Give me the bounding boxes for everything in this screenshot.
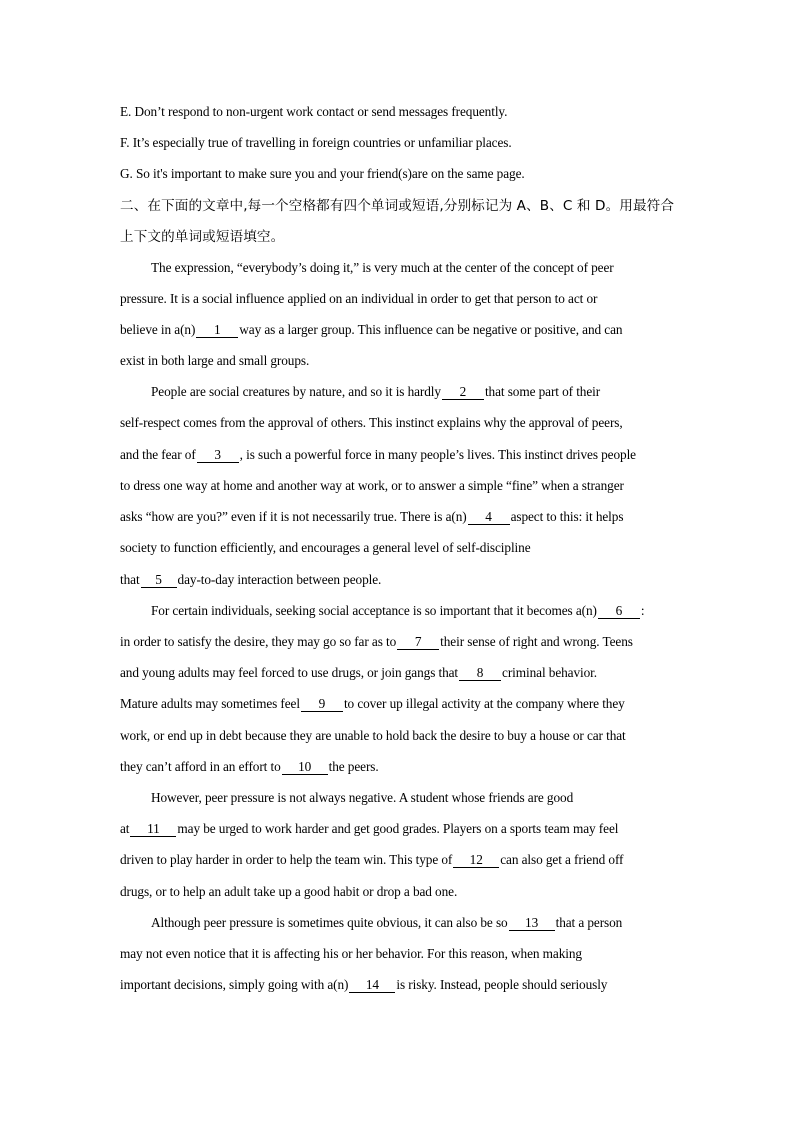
passage-line: exist in both large and small groups. [120, 353, 310, 368]
passage-line: may not even notice that it is affecting his or her behavior. For this reason, when making [120, 946, 582, 961]
blank-10[interactable]: 10 [282, 759, 328, 775]
passage-line: driven to play harder in order to help the team win. This type of 12 can also get a friend off [120, 852, 624, 867]
passage-line: important decisions, simply going with a(n) 14 is risky. Instead, people should seriously [120, 977, 608, 992]
section-heading-line2: 上下文的单词或短语填空。 [120, 229, 285, 245]
blank-12[interactable]: 12 [453, 852, 499, 868]
passage-line: that 5 day-to-day interaction between people. [120, 572, 382, 587]
blank-3[interactable]: 3 [197, 447, 239, 463]
passage-line: at 11 may be urged to work harder and get good grades. Players on a sports team may feel [120, 821, 619, 836]
passage-line: and the fear of 3 , is such a powerful force in many people’s lives. This instinct drives people [120, 447, 636, 462]
blank-4[interactable]: 4 [468, 509, 510, 525]
blank-5[interactable]: 5 [141, 572, 177, 588]
passage-line: and young adults may feel forced to use drugs, or join gangs that 8 criminal behavior. [120, 665, 597, 680]
passage-line: pressure. It is a social influence applied on an individual in order to get that person to act or [120, 291, 598, 306]
blank-14[interactable]: 14 [349, 977, 395, 993]
passage-line: believe in a(n) 1 way as a larger group. This influence can be negative or positive, and can [120, 322, 623, 337]
passage-line: they can’t afford in an effort to 10 the peers. [120, 759, 379, 774]
passage-line: For certain individuals, seeking social acceptance is so important that it becomes a(n) 6 : [151, 603, 645, 618]
option-text: It’s especially true of travelling in foreign countries or unfamiliar places. [132, 135, 512, 150]
option-text: Don’t respond to non-urgent work contact or send messages frequently. [134, 104, 508, 119]
section-heading-line1: 二、在下面的文章中,每一个空格都有四个单词或短语,分别标记为 A、B、C 和 D。用最符合 [120, 198, 675, 214]
passage-line: Mature adults may sometimes feel 9 to cover up illegal activity at the company where they [120, 696, 625, 711]
option-letter: G. [120, 166, 133, 181]
option-e [120, 103, 507, 121]
passage-line: society to function efficiently, and encourages a general level of self-discipline [120, 540, 531, 555]
option-f [120, 134, 512, 152]
passage-line: Although peer pressure is sometimes quite obvious, it can also be so 13 that a person [151, 915, 623, 930]
passage-line: work, or end up in debt because they are unable to hold back the desire to buy a house or car that [120, 728, 626, 743]
blank-8[interactable]: 8 [459, 665, 501, 681]
passage-line: in order to satisfy the desire, they may go so far as to 7 their sense of right and wrong. Teens [120, 634, 633, 649]
blank-9[interactable]: 9 [301, 696, 343, 712]
option-letter: F. [120, 135, 130, 150]
passage-line: asks “how are you?” even if it is not necessarily true. There is a(n) 4 aspect to this: it helps [120, 509, 624, 524]
option-text: So it's important to make sure you and your friend(s)are on the same page. [135, 166, 525, 181]
blank-13[interactable]: 13 [509, 915, 555, 931]
passage-line: to dress one way at home and another way at work, or to answer a simple “fine” when a stranger [120, 478, 624, 493]
passage-line: People are social creatures by nature, and so it is hardly 2 that some part of their [151, 384, 601, 399]
option-g [120, 165, 525, 183]
blank-11[interactable]: 11 [130, 821, 176, 837]
passage-line: self-respect comes from the approval of others. This instinct explains why the approval of peers, [120, 415, 623, 430]
passage-line: drugs, or to help an adult take up a good habit or drop a bad one. [120, 884, 458, 899]
blank-7[interactable]: 7 [397, 634, 439, 650]
blank-2[interactable]: 2 [442, 384, 484, 400]
blank-6[interactable]: 6 [598, 603, 640, 619]
blank-1[interactable]: 1 [196, 322, 238, 338]
passage-line: However, peer pressure is not always negative. A student whose friends are good [151, 790, 574, 805]
passage-line: The expression, “everybody’s doing it,” is very much at the center of the concept of peer [151, 260, 614, 275]
option-letter: E. [120, 104, 132, 119]
